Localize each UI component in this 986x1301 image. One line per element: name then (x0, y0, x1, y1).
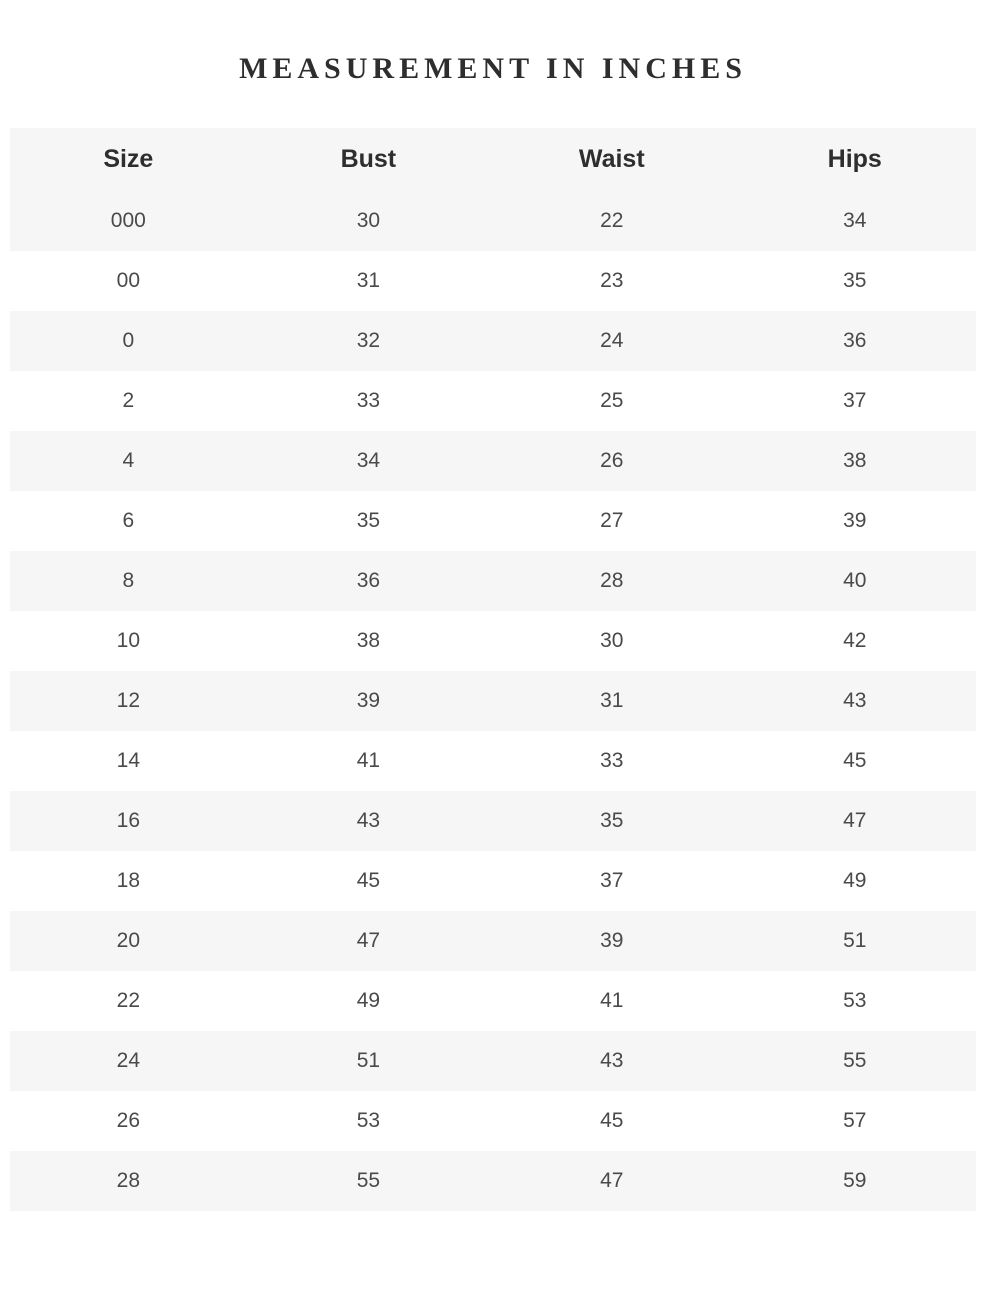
cell-waist: 33 (490, 731, 733, 791)
cell-waist: 45 (490, 1091, 733, 1151)
cell-size: 12 (10, 671, 247, 731)
table-row (10, 431, 976, 491)
cell-hips: 42 (734, 611, 977, 671)
table-row (10, 731, 976, 791)
cell-size: 14 (10, 731, 247, 791)
column-header-hips: Hips (734, 128, 977, 191)
cell-bust: 51 (247, 1031, 490, 1091)
cell-hips: 53 (734, 971, 977, 1031)
cell-bust: 45 (247, 851, 490, 911)
size-chart-table-wrapper (0, 128, 986, 1211)
cell-size: 8 (10, 551, 247, 611)
cell-waist: 26 (490, 431, 733, 491)
cell-waist: 24 (490, 311, 733, 371)
cell-hips: 37 (734, 371, 977, 431)
cell-hips: 55 (734, 1031, 977, 1091)
table-row (10, 191, 976, 251)
cell-bust: 36 (247, 551, 490, 611)
cell-hips: 34 (734, 191, 977, 251)
cell-hips: 45 (734, 731, 977, 791)
cell-size: 0 (10, 311, 247, 371)
cell-hips: 49 (734, 851, 977, 911)
table-row (10, 251, 976, 311)
cell-size: 26 (10, 1091, 247, 1151)
cell-waist: 30 (490, 611, 733, 671)
cell-bust: 38 (247, 611, 490, 671)
cell-hips: 36 (734, 311, 977, 371)
size-chart-table (10, 128, 976, 1211)
table-row (10, 971, 976, 1031)
table-row (10, 311, 976, 371)
cell-waist: 23 (490, 251, 733, 311)
cell-size: 22 (10, 971, 247, 1031)
cell-size: 4 (10, 431, 247, 491)
cell-size: 18 (10, 851, 247, 911)
cell-waist: 43 (490, 1031, 733, 1091)
cell-waist: 47 (490, 1151, 733, 1211)
cell-waist: 27 (490, 491, 733, 551)
cell-bust: 43 (247, 791, 490, 851)
cell-waist: 28 (490, 551, 733, 611)
table-row (10, 1031, 976, 1091)
cell-bust: 31 (247, 251, 490, 311)
cell-bust: 41 (247, 731, 490, 791)
cell-waist: 22 (490, 191, 733, 251)
column-header-size: Size (10, 128, 247, 191)
cell-bust: 33 (247, 371, 490, 431)
cell-hips: 47 (734, 791, 977, 851)
cell-waist: 31 (490, 671, 733, 731)
table-row (10, 1091, 976, 1151)
column-header-waist: Waist (490, 128, 733, 191)
cell-waist: 37 (490, 851, 733, 911)
cell-bust: 32 (247, 311, 490, 371)
cell-hips: 40 (734, 551, 977, 611)
cell-bust: 39 (247, 671, 490, 731)
cell-hips: 39 (734, 491, 977, 551)
cell-hips: 43 (734, 671, 977, 731)
cell-bust: 53 (247, 1091, 490, 1151)
cell-hips: 51 (734, 911, 977, 971)
table-row (10, 911, 976, 971)
cell-size: 24 (10, 1031, 247, 1091)
cell-size: 20 (10, 911, 247, 971)
cell-bust: 35 (247, 491, 490, 551)
table-row (10, 851, 976, 911)
cell-bust: 49 (247, 971, 490, 1031)
table-row (10, 671, 976, 731)
cell-waist: 41 (490, 971, 733, 1031)
table-body (10, 191, 976, 1211)
table-row (10, 1151, 976, 1211)
cell-size: 00 (10, 251, 247, 311)
table-row (10, 551, 976, 611)
table-header-row (10, 128, 976, 191)
table-row (10, 611, 976, 671)
cell-bust: 30 (247, 191, 490, 251)
cell-size: 000 (10, 191, 247, 251)
cell-waist: 25 (490, 371, 733, 431)
cell-waist: 35 (490, 791, 733, 851)
cell-hips: 59 (734, 1151, 977, 1211)
cell-waist: 39 (490, 911, 733, 971)
cell-bust: 34 (247, 431, 490, 491)
column-header-bust: Bust (247, 128, 490, 191)
table-row (10, 491, 976, 551)
table-header (10, 128, 976, 191)
cell-hips: 38 (734, 431, 977, 491)
cell-size: 6 (10, 491, 247, 551)
cell-size: 28 (10, 1151, 247, 1211)
cell-hips: 35 (734, 251, 977, 311)
cell-size: 10 (10, 611, 247, 671)
cell-size: 16 (10, 791, 247, 851)
table-row (10, 371, 976, 431)
cell-bust: 55 (247, 1151, 490, 1211)
cell-size: 2 (10, 371, 247, 431)
page-title: MEASUREMENT IN INCHES (239, 52, 747, 85)
cell-bust: 47 (247, 911, 490, 971)
cell-hips: 57 (734, 1091, 977, 1151)
table-row (10, 791, 976, 851)
